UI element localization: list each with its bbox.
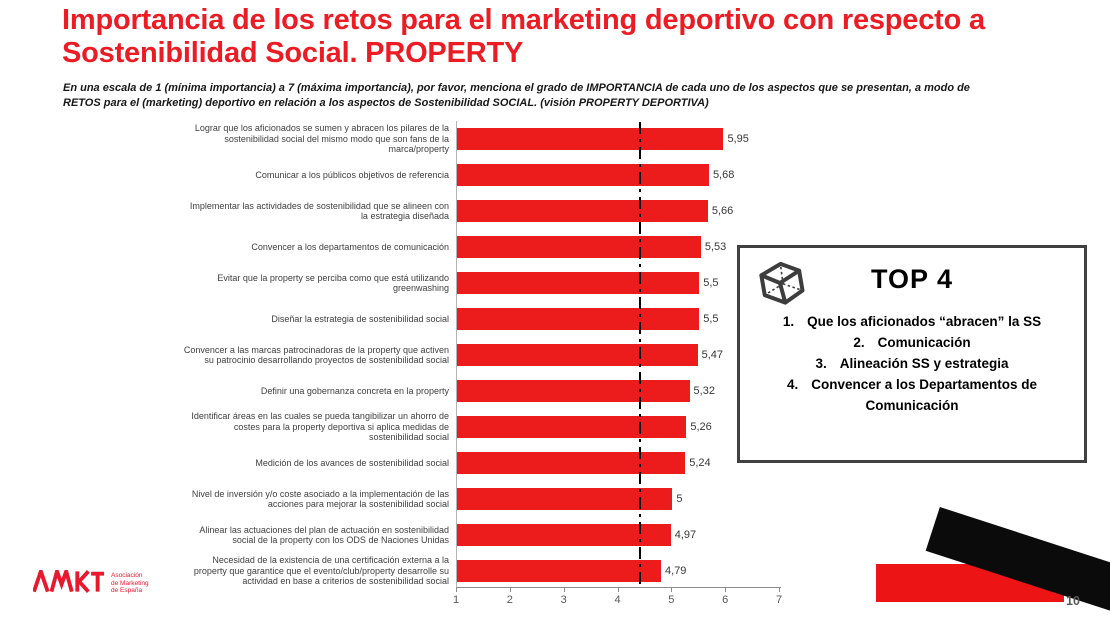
bar-row — [182, 193, 781, 229]
bar-row — [182, 265, 781, 301]
top4-item — [750, 374, 1074, 416]
amkt-logo-icon — [33, 570, 105, 593]
tick-label: 1 — [452, 594, 460, 606]
bar-track — [457, 236, 781, 258]
category-label: Necesidad de la existencia de una certificación externa a la property que garantice que el evento/club/property desarrolle su actividad en base a criterios de sostenibilidad social — [193, 555, 449, 587]
top4-item — [750, 311, 1074, 332]
bar-track — [457, 488, 781, 510]
bar-track — [457, 380, 781, 402]
bar — [457, 416, 686, 438]
top4-item-number: 4. — [786, 377, 799, 392]
survey-question-line2: RETOS para el (marketing) deportivo en relación a los aspectos de Sostenibilidad SOCIAL. (visión PROPERTY DEPORTIVA) — [63, 97, 709, 109]
tick-mark — [779, 588, 780, 592]
category-label: Implementar las actividades de sostenibilidad que se alineen con la estrategia diseñada — [189, 200, 449, 221]
page-number: 10 — [1066, 594, 1080, 608]
category-label: Alinear las actuaciones del plan de actuación en sostenibilidad social de la property con los ODS de Naciones Unidas — [199, 524, 449, 545]
bar-track — [457, 416, 781, 438]
tick-mark — [671, 588, 672, 592]
bar — [457, 308, 699, 330]
cube-icon — [755, 259, 805, 309]
top4-summary-box — [737, 245, 1087, 463]
category-label: Identificar áreas en las cuales se pueda tangibilizar un ahorro de costes para la property deportiva si aplica medidas de sostenibilidad social — [191, 411, 449, 443]
top4-item-number: 2. — [853, 335, 865, 350]
top4-item-text: Alineación SS y estrategia — [839, 356, 1009, 371]
bar-row — [182, 517, 781, 553]
tick-label: 5 — [668, 594, 675, 606]
chart-y-axis-line — [456, 121, 457, 587]
tick-mark — [618, 588, 619, 592]
category-label: Lograr que los aficionados se sumen y abracen los pilares de la sostenibilidad social del mismo modo que son fans de la marca/property — [194, 123, 449, 155]
category-label: Definir una gobernanza concreta en la property — [260, 385, 449, 396]
bar-value-label: 5 — [676, 493, 683, 505]
bar-track — [457, 560, 781, 582]
bar — [457, 236, 701, 258]
bar — [457, 344, 698, 366]
category-label: Convencer a las marcas patrocinadoras de la property que activen su patrocinio desarrollando proyectos de sostenibilidad social — [183, 344, 449, 365]
top4-item-text: Comunicación — [877, 335, 971, 350]
bar — [457, 452, 685, 474]
top4-item — [750, 353, 1074, 374]
category-label: Convencer a los departamentos de comunicación — [251, 241, 449, 252]
bar-track — [457, 200, 781, 222]
top4-item — [750, 332, 1074, 353]
chart-reference-dash-line — [639, 122, 641, 586]
page-title-line1: Importancia de los retos para el marketing deportivo con respecto a — [62, 4, 985, 36]
tick-label: 4 — [614, 594, 621, 606]
logo-caption-line: de España — [111, 587, 143, 594]
importance-bar-chart — [182, 121, 781, 589]
bar-track — [457, 452, 781, 474]
bar — [457, 380, 690, 402]
category-label: Diseñar la estrategia de sostenibilidad social — [271, 313, 449, 324]
bar-value-label: 4,97 — [674, 529, 697, 541]
bar-track — [457, 128, 781, 150]
bar-value-label: 5,47 — [701, 349, 724, 361]
top4-item-number: 1. — [782, 314, 795, 329]
bar-track — [457, 272, 781, 294]
top4-title: TOP 4 — [870, 264, 954, 294]
bar-track — [457, 524, 781, 546]
logo-caption-line: Asociación — [111, 572, 143, 579]
tick-label: 3 — [560, 594, 567, 606]
bar-value-label: 5,5 — [703, 313, 719, 325]
bar-value-label: 5,24 — [689, 457, 711, 469]
bar-value-label: 5,68 — [712, 169, 735, 181]
category-label: Medición de los avances de sostenibilidad social — [255, 457, 449, 468]
bar-row — [182, 445, 781, 481]
survey-question-text — [63, 81, 1103, 111]
amkt-logo-caption — [111, 572, 149, 595]
tick-mark — [564, 588, 565, 592]
bar-value-label: 5,95 — [727, 133, 749, 145]
tick-label: 2 — [506, 594, 513, 606]
bar — [457, 128, 723, 150]
bar-value-label: 5,53 — [704, 241, 727, 253]
top4-item-text: Convencer a los Departamentos de Comunicación — [811, 377, 1038, 413]
tick-mark — [725, 588, 726, 592]
logo-caption-line: de Marketing — [111, 579, 149, 587]
top4-item-text: Que los aficionados “abracen” la SS — [807, 314, 1042, 329]
amkt-logo — [33, 570, 149, 595]
bar — [457, 272, 699, 294]
bar-row — [182, 229, 781, 265]
top4-item-number: 3. — [815, 356, 827, 371]
bar-track — [457, 164, 781, 186]
bar-value-label: 5,66 — [711, 205, 734, 217]
bar-row — [182, 553, 781, 589]
bar-row — [182, 157, 781, 193]
bar-row — [182, 301, 781, 337]
bar-value-label: 5,32 — [693, 385, 715, 397]
category-label: Nivel de inversión y/o coste asociado a la implementación de las acciones para mejorar la sostenibilidad social — [191, 488, 449, 509]
bar-row — [182, 337, 781, 373]
tick-label: 6 — [722, 594, 729, 606]
page-title-line2: Sostenibilidad Social. PROPERTY — [62, 37, 524, 69]
page-title — [62, 4, 1102, 70]
bar — [457, 164, 709, 186]
tick-mark — [456, 588, 457, 592]
bar-value-label: 4,79 — [665, 565, 687, 577]
bar-track — [457, 308, 781, 330]
tick-mark — [510, 588, 511, 592]
category-label: Comunicar a los públicos objetivos de referencia — [255, 169, 449, 180]
bar — [457, 560, 661, 582]
bar-row — [182, 373, 781, 409]
bar-track — [457, 344, 781, 366]
survey-question-line1: En una escala de 1 (mínima importancia) a 7 (máxima importancia), por favor, menciona el grado de IMPORTANCIA de cada uno de los aspectos que se presentan, a modo de — [63, 82, 970, 94]
bar-row — [182, 409, 781, 445]
bar-value-label: 5,5 — [703, 277, 719, 289]
top4-list — [740, 311, 1084, 416]
bar-row — [182, 481, 781, 517]
bar — [457, 200, 708, 222]
chart-x-axis-line — [456, 587, 781, 588]
tick-label: 7 — [775, 594, 783, 606]
bar-row — [182, 121, 781, 157]
bar-value-label: 5,26 — [690, 421, 712, 433]
category-label: Evitar que la property se perciba como que está utilizando greenwashing — [217, 272, 449, 293]
